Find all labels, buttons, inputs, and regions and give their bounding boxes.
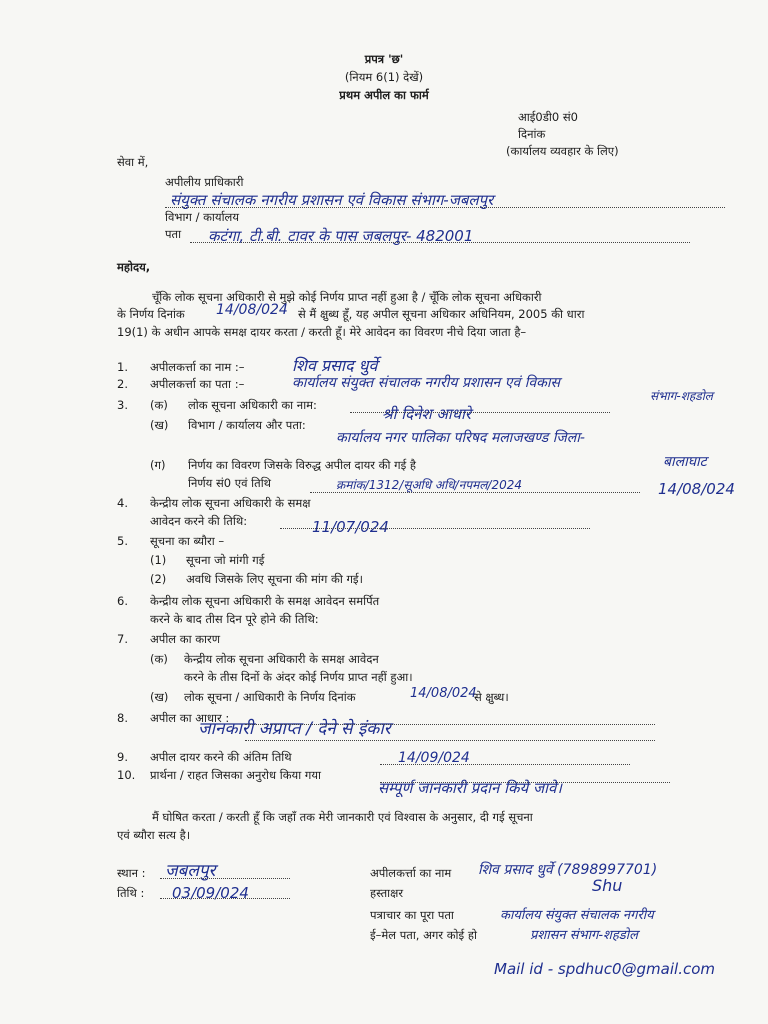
- id-number-label: आई0डी0 सं0: [518, 110, 578, 124]
- item-6-label-2: करने के बाद तीस दिन पूरे होने की तिथि:: [150, 612, 319, 626]
- item-9-label: अपील दायर करने की अंतिम तिथि: [150, 750, 292, 764]
- item-1-label: अपीलकर्त्ता का नाम :–: [150, 360, 245, 374]
- item-4-label-2: आवेदन करने की तिथि:: [150, 514, 248, 528]
- postal-address-value: कार्यालय संयुक्त संचालक नगरीय: [500, 908, 654, 923]
- rule-reference: (नियम 6(1) देखें): [344, 70, 424, 84]
- item-3g-value: क्रमांक/1312/सूअधि अधि/नपमल/2024: [336, 478, 522, 492]
- item-7kh-label: लोक सूचना / आधिकारी के निर्णय दिनांक: [184, 690, 356, 704]
- item-3k-label: लोक सूचना अधिकारी का नाम:: [188, 398, 317, 412]
- item-4-line: [280, 528, 590, 529]
- item-7kh-date: 14/08/024: [410, 686, 477, 701]
- place-value: जबलपुर: [165, 861, 216, 881]
- item-3g-line: [310, 492, 640, 493]
- intro-line-1: चूँकि लोक सूचना अधिकारी से मुझे कोई निर्णय प्राप्त नहीं हुआ है / चूँकि लोक सूचना अधिकारी: [152, 290, 542, 304]
- item-1-value: शिव प्रसाद धुर्वे: [292, 356, 378, 375]
- item-3g-marker: (ग): [150, 458, 166, 472]
- declaration-line-1: मैं घोषित करता / करती हूँ कि जहाँ तक मेरी जानकारी एवं विश्वास के अनुसार, दी गई सूचना: [152, 810, 533, 824]
- item-3-number: 3.: [117, 398, 128, 412]
- office-date-label: दिनांक: [518, 127, 546, 141]
- place-label: स्थान :: [117, 866, 146, 880]
- place-line: [160, 878, 290, 879]
- intro-line-3: 19(1) के अधीन आपके समक्ष दायर करता / करती हूँ। मेरे आवेदन का विवरण नीचे दिया जाता है–: [117, 325, 527, 339]
- item-4-value: 11/07/024: [312, 518, 389, 536]
- intro-line-2a: के निर्णय दिनांक: [117, 307, 185, 321]
- appellate-authority-label: अपीलीय प्राधिकारी: [165, 175, 244, 189]
- date-value: 03/09/024: [172, 884, 249, 902]
- item-5-1-marker: (1): [150, 553, 167, 567]
- item-7k-label-2: करने के तीस दिनों के अंदर कोई निर्णय प्राप्त नहीं हुआ।: [184, 670, 413, 684]
- seva-mein: सेवा में,: [117, 155, 149, 169]
- item-4-label: केन्द्रीय लोक सूचना अधिकारी के समक्ष: [150, 496, 311, 510]
- address-label: पता: [165, 227, 182, 241]
- item-10-number: 10.: [117, 768, 136, 782]
- item-10-label: प्रार्थना / राहत जिसका अनुरोध किया गया: [150, 768, 321, 782]
- item-7k-label: केन्द्रीय लोक सूचना अधिकारी के समक्ष आवेदन: [184, 652, 379, 666]
- item-9-number: 9.: [117, 750, 128, 764]
- item-7kh-marker: (ख): [150, 690, 169, 704]
- item-3kh-marker: (ख): [150, 418, 169, 432]
- mail-id-handwritten: Mail id - spdhuc0@gmail.com: [494, 960, 716, 978]
- item-8-label: अपील का आधार :: [150, 711, 230, 725]
- item-7k-marker: (क): [150, 652, 168, 666]
- item-2-value-2: संभाग-शहडोल: [650, 389, 713, 403]
- item-3g-label-2: निर्णय सं0 एवं तिथि: [188, 476, 272, 490]
- item-6-label: केन्द्रीय लोक सूचना अधिकारी के समक्ष आवेदन समर्पित: [150, 594, 380, 608]
- item-5-1-label: सूचना जो मांगी गई: [186, 553, 265, 567]
- item-3kh-value-2: बालाघाट: [663, 454, 707, 470]
- date-line: [160, 898, 290, 899]
- office-use-note: (कार्यालय व्यवहार के लिए): [506, 144, 619, 158]
- appellant-name-label: अपीलकर्त्ता का नाम: [370, 866, 452, 880]
- item-3kh-label: विभाग / कार्यालय और पता:: [188, 418, 306, 432]
- email-value: प्रशासन संभाग-शहडोल: [530, 928, 638, 943]
- item-5-2-label: अवधि जिसके लिए सूचना की मांग की गई।: [186, 572, 363, 586]
- item-6-number: 6.: [117, 594, 128, 608]
- address-handwritten: कटंगा, टी.बी. टावर के पास जबलपुर- 482001: [208, 227, 474, 245]
- item-10-value: सम्पूर्ण जानकारी प्रदान किये जावे।: [378, 779, 562, 797]
- item-3g-label: निर्णय का विवरण जिसके विरुद्ध अपील दायर की गई है: [188, 458, 416, 472]
- salutation: महोदय,: [117, 260, 151, 274]
- item-4-number: 4.: [117, 496, 128, 510]
- item-5-2-marker: (2): [150, 572, 167, 586]
- item-3k-marker: (क): [150, 398, 168, 412]
- decision-date-handwritten: 14/08/024: [216, 302, 288, 318]
- email-label: ई–मेल पता, अगर कोई हो: [370, 928, 477, 942]
- item-2-number: 2.: [117, 377, 128, 391]
- item-2-label: अपीलकर्त्ता का पता :–: [150, 377, 245, 391]
- form-title: प्रथम अपील का फार्म: [339, 88, 429, 102]
- address-line: [190, 242, 690, 243]
- item-1-number: 1.: [117, 360, 128, 374]
- signature-label: हस्ताक्षर: [370, 886, 404, 900]
- declaration-line-2: एवं ब्यौरा सत्य है।: [117, 828, 191, 842]
- date-label: तिथि :: [117, 886, 145, 900]
- item-5-number: 5.: [117, 534, 128, 548]
- signature-value: Shu: [592, 876, 623, 895]
- appellant-name-value: शिव प्रसाद धुर्वे (7898997701): [478, 862, 658, 878]
- item-8-line: [245, 724, 655, 725]
- authority-line: [165, 207, 725, 208]
- item-3kh-value: कार्यालय नगर पालिका परिषद मलाजखण्ड जिला-: [336, 430, 585, 446]
- item-8-value: जानकारी अप्राप्त / देने से इंकार: [198, 719, 391, 739]
- department-label: विभाग / कार्यालय: [165, 210, 240, 224]
- item-3k-value: श्री दिनेश आधारे: [382, 405, 471, 423]
- item-9-value: 14/09/024: [398, 750, 470, 766]
- item-8-number: 8.: [117, 711, 128, 725]
- item-7kh-label-2: से क्षुब्ध।: [474, 690, 509, 704]
- item-3g-date: 14/08/024: [658, 480, 735, 498]
- item-7-label: अपील का कारण: [150, 632, 221, 646]
- authority-handwritten: संयुक्त संचालक नगरीय प्रशासन एवं विकास संभाग-जबलपुर: [170, 191, 494, 209]
- item-3k-line: [350, 412, 610, 413]
- item-8-line-2: [245, 740, 655, 741]
- item-10-line: [380, 782, 670, 783]
- postal-address-label: पत्राचार का पूरा पता: [370, 908, 454, 922]
- item-9-line: [380, 764, 630, 765]
- item-5-label: सूचना का ब्यौरा –: [150, 534, 225, 548]
- form-number: प्रपत्र 'छ': [364, 52, 404, 66]
- item-7-number: 7.: [117, 632, 128, 646]
- item-2-value: कार्यालय संयुक्त संचालक नगरीय प्रशासन एवं विकास: [292, 375, 560, 391]
- intro-line-2b: से मैं क्षुब्ध हूँ, यह अपील सूचना अधिकार अधिनियम, 2005 की धारा: [298, 307, 585, 321]
